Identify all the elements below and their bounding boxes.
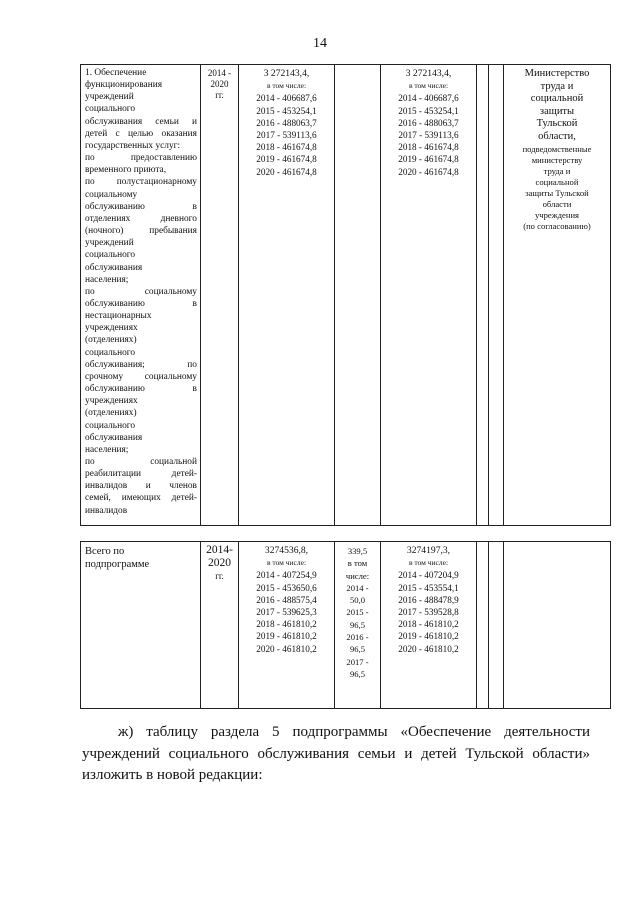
activity-name-line: 1. Обеспечение [85,68,147,78]
activity-name-line: детей с целью оказания [85,128,197,139]
empty-cell [504,542,611,709]
subprogram-name-cell: Всего по подпрограмме [81,542,201,709]
finance-federal-cell: 339,5 в том числе: 2014 - 50,0 2015 - 96,5 2016 - 96,5 2017 - 96,5 [335,542,381,709]
paragraph-line: изложить в новой редакции: [82,767,263,783]
activity-name-line: по социальному [85,286,197,297]
activity-name-line: срочному социальному [85,371,197,382]
activity-name-line: обслуживания [85,262,143,273]
activity-name-line: обслуживания семьи и [85,116,197,127]
empty-cell [489,542,504,709]
activity-name-line: социального [85,250,136,261]
executor-cell: Министерство труда и социальной защиты Тульской области, подведомственные министерству труда и социальной защиты Тульской области учреждения (по согласованию) [504,65,611,526]
empty-cell [477,65,489,526]
activity-name-line: населения; [85,444,129,455]
finance-total-cell: 3 272143,4, в том числе: 2014 - 406687,6 2015 - 453254,1 2016 - 488063,7 2017 - 539113,6 2018 - 461674,8 2019 - 461674,8 2020 - 461674,8 [239,65,335,526]
activity-name-line: (отделениях) [85,408,137,419]
activity-name-line: обслуживания; по [85,359,197,370]
activity-name-line: учреждений [85,92,134,103]
activity-name-line: социального [85,104,136,115]
activity-name-line: инвалидов [85,505,128,516]
activity-name-line: нестационарных [85,311,152,322]
activity-table [80,64,611,526]
activity-name-line: (отделениях) [85,335,137,346]
activity-name-line: по социальной [85,457,197,467]
page-number: 14 [313,36,327,51]
activity-name-line: социального [85,420,136,431]
activity-name-line: социального [85,347,136,358]
activity-name-line: учреждениях [85,396,138,407]
empty-cell [477,542,489,709]
activity-name-line: социальному [85,189,138,200]
finance-regional-cell: 3 272143,4, в том числе: 2014 - 406687,6 2015 - 453254,1 2016 - 488063,7 2017 - 539113,6 2018 - 461674,8 2019 - 461674,8 2020 - 461674,8 [381,65,477,526]
activity-name-line: по полустационарному [85,177,197,188]
activity-name-line: государственных услуг: [85,140,181,151]
activity-name-line: временного приюта, [85,165,167,176]
finance-total-cell: 3274536,8, в том числе: 2014 - 407254,9 2015 - 453650,6 2016 - 488575,4 2017 - 539625,3 2018 - 461810,2 2019 - 461810,2 2020 - 461810,2 [239,542,335,709]
activity-name-line: семей, имеющих детей- [85,493,197,504]
activity-name-line: инвалидов и членов [85,481,197,492]
activity-name-line: населения; [85,274,129,285]
activity-name-line: по предоставлению [85,153,197,164]
activity-name-line: (ночного) пребывания [85,226,197,237]
empty-cell [489,65,504,526]
activity-name-line: реабилитации детей- [85,469,197,480]
table-row [81,65,611,526]
paragraph-line: ж) таблицу раздела 5 подпрограммы «Обеспечение деятельности [118,724,590,740]
paragraph-line: учреждений социального обслуживания семьи и детей Тульской области» [82,745,590,762]
table-row [81,542,611,709]
subprogram-total-table [80,541,611,709]
activity-name-line: обслуживания [85,432,143,443]
activity-name-line: обслуживанию в [85,298,197,309]
activity-name-line: учреждений [85,238,134,249]
activity-name-line: функционирования [85,80,163,91]
amendment-paragraph [82,722,590,787]
activity-name-line: обслуживанию в [85,384,197,395]
years-cell: 2014- 2020 гг. [201,542,239,709]
activity-name-line: учреждениях [85,323,138,334]
finance-regional-cell: 3274197,3, в том числе: 2014 - 407204,9 2015 - 453554,1 2016 - 488478,9 2017 - 539528,8 2018 - 461810,2 2019 - 461810,2 2020 - 461810,2 [381,542,477,709]
empty-cell [335,65,381,526]
years-cell: 2014 - 2020 гг. [201,65,239,526]
activity-name-line: отделениях дневного [85,213,197,224]
activity-name-cell [81,65,201,526]
activity-name-line: обслуживанию в [85,201,197,212]
